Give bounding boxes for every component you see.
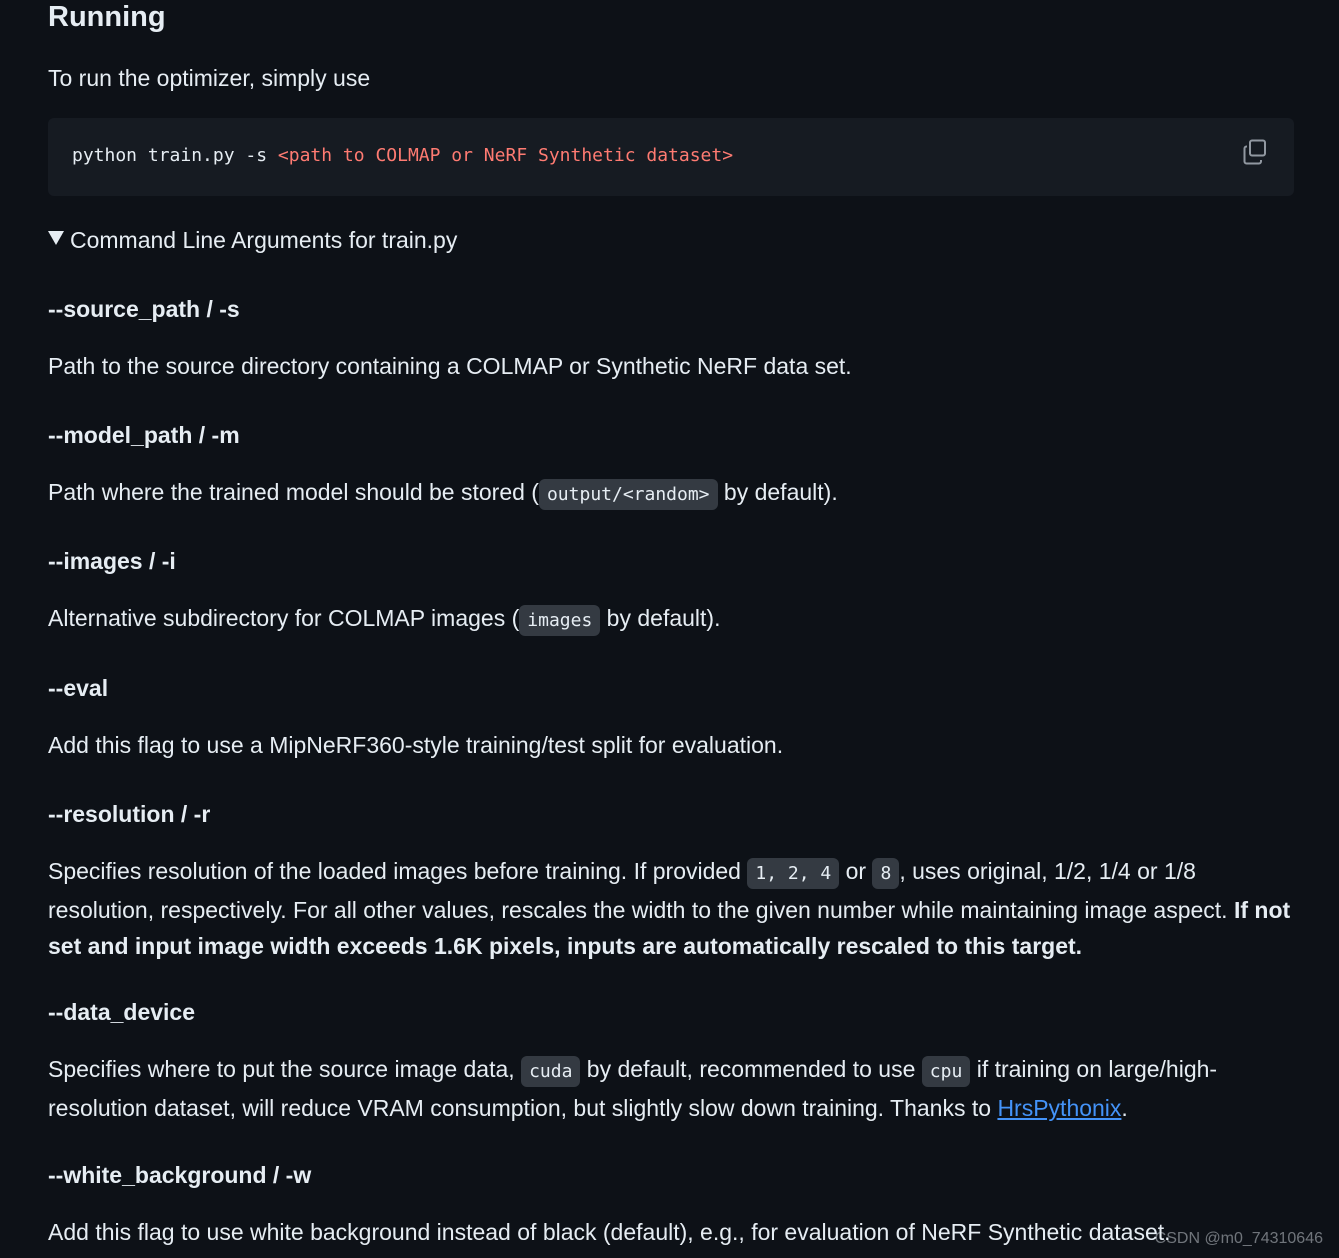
details-summary-toggle[interactable] <box>48 222 457 258</box>
code-command[interactable] <box>72 143 733 169</box>
arg-name-source-path: --source_path / -s <box>48 296 240 322</box>
arg-name-eval: --eval <box>48 675 109 701</box>
arg-name-images: --images / -i <box>48 548 176 574</box>
arg-desc-text: Path where the trained model should be stored ( <box>48 479 539 505</box>
arg-desc-model-path <box>48 474 838 513</box>
arg-desc-text: by default, recommended to use <box>580 1056 922 1082</box>
arg-desc-text: , uses original, 1/2, 1/4 or 1/8 resolution, respectively. For all other values, rescales the width to the given number while maintaining image aspect. <box>48 858 1234 923</box>
arg-name-white-background: --white_background / -w <box>48 1162 312 1188</box>
code-command-prefix: python train.py -s <box>72 145 278 166</box>
inline-code: images <box>519 605 600 636</box>
details-summary-label: Command Line Arguments for train.py <box>70 227 458 253</box>
arg-desc-text: Alternative subdirectory for COLMAP images ( <box>48 605 520 631</box>
arg-desc-eval: Add this flag to use a MipNeRF360-style training/test split for evaluation. <box>48 732 784 758</box>
code-block[interactable] <box>48 118 1294 196</box>
copy-icon[interactable] <box>1242 138 1270 166</box>
arg-desc-bold: If not set and input image width exceeds 1.6K pixels, inputs are automatically rescaled to this target. <box>48 897 1291 959</box>
intro-text: To run the optimizer, simply use <box>48 65 371 91</box>
inline-code: cuda <box>521 1056 580 1087</box>
arg-desc-text: if training on large/high-resolution dataset, will reduce VRAM consumption, but slightly slow down training. Thanks to <box>48 1056 1218 1121</box>
arg-desc-text: by default). <box>717 479 838 505</box>
section-heading: Running <box>48 1 166 33</box>
watermark-text: CSDN @m0_74310646 <box>1154 1230 1323 1247</box>
triangle-down-icon <box>48 231 64 245</box>
arg-desc-data-device <box>48 1051 1294 1126</box>
arg-desc-source-path: Path to the source directory containing a COLMAP or Synthetic NeRF data set. <box>48 353 852 379</box>
arg-name-resolution: --resolution / -r <box>48 801 211 827</box>
arg-desc-text: or <box>839 858 873 884</box>
arg-desc-text: Specifies where to put the source image data, <box>48 1056 522 1082</box>
arg-desc-text: by default). <box>600 605 721 631</box>
arg-desc-text: . <box>1121 1095 1128 1121</box>
arg-name-data-device: --data_device <box>48 999 196 1025</box>
arg-desc-text: Specifies resolution of the loaded images before training. If provided <box>48 858 748 884</box>
inline-code: 1, 2, 4 <box>747 858 839 889</box>
arg-desc-resolution <box>48 853 1294 964</box>
inline-code: cpu <box>922 1056 971 1087</box>
inline-code: output/<random> <box>539 479 718 510</box>
inline-code: 8 <box>872 858 899 889</box>
arg-desc-white-background: Add this flag to use white background instead of black (default), e.g., for evaluation of NeRF Synthetic dataset. <box>48 1219 1171 1245</box>
hrspythonix-link[interactable]: HrsPythonix <box>997 1095 1122 1121</box>
code-command-placeholder: <path to COLMAP or NeRF Synthetic dataset> <box>277 145 734 166</box>
arg-name-model-path: --model_path / -m <box>48 422 240 448</box>
arg-desc-images <box>48 600 720 639</box>
